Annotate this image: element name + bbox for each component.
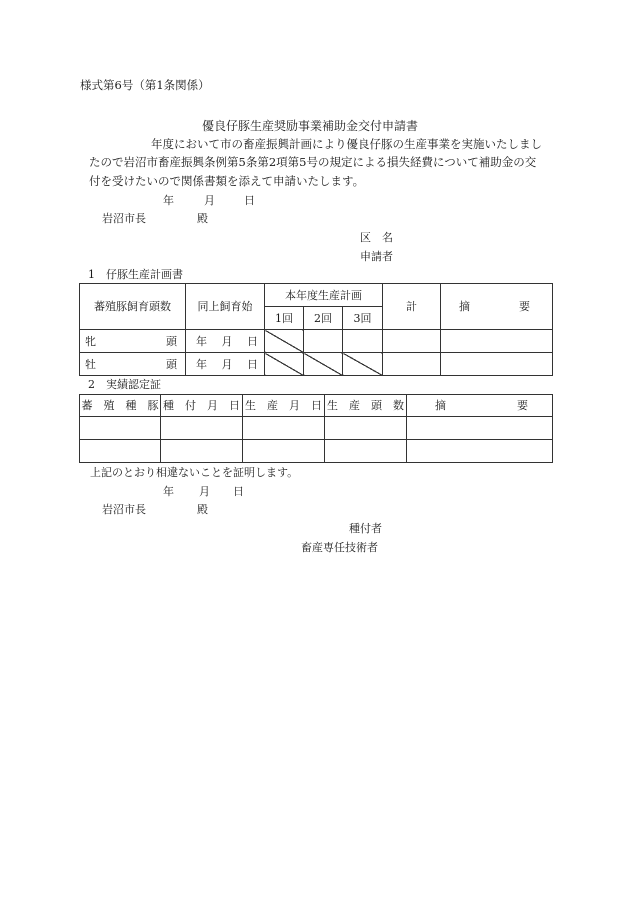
empty-cell xyxy=(383,353,441,376)
header-mating-date: 種 付 月 日 xyxy=(161,395,243,417)
body-line-3: 付を受けたいので関係書類を添えて申請いたします。 xyxy=(89,174,365,188)
female-count-cell xyxy=(80,330,186,353)
addressee-honorific: 殿 xyxy=(197,212,208,225)
section-2-heading: 2 実績認定証 xyxy=(88,378,161,391)
header-remarks xyxy=(441,284,553,330)
month-char: 月 xyxy=(221,334,233,348)
empty-cell xyxy=(80,440,161,463)
body-line-1: 年度において市の畜産振興計画により優良仔豚の生産事業を実施いたしまし xyxy=(151,137,542,151)
mating-person-label: 種付者 xyxy=(349,522,382,535)
head-unit: 頭 xyxy=(166,334,177,348)
remarks-char-2: 要 xyxy=(519,300,530,313)
header-birth-date: 生 産 月 日 xyxy=(243,395,325,417)
date-month: 月 xyxy=(204,194,215,207)
header-round-3: 3回 xyxy=(343,307,383,330)
addressee-mayor: 岩沼市長 xyxy=(102,212,146,225)
empty-cell xyxy=(441,330,553,353)
female-label: 牝 xyxy=(85,334,96,348)
date-month: 月 xyxy=(199,485,210,498)
year-char: 年 xyxy=(196,334,207,348)
header-round-1: 1回 xyxy=(265,307,304,330)
performance-certificate-table xyxy=(79,394,553,463)
male-start-cell xyxy=(186,353,265,376)
table-row xyxy=(80,330,553,353)
header-remarks xyxy=(407,395,553,417)
empty-cell xyxy=(161,417,243,440)
remarks-char-1: 摘 xyxy=(435,399,446,412)
header-round-2: 2回 xyxy=(304,307,343,330)
body-line-2: たので岩沼市畜産振興条例第5条第2項第5号の規定による損失経費について補助金の交 xyxy=(89,155,537,169)
empty-cell xyxy=(325,417,407,440)
diagonal-cell xyxy=(265,330,304,353)
date-day: 日 xyxy=(233,485,244,498)
day-char: 日 xyxy=(247,334,258,348)
day-char: 日 xyxy=(247,357,258,371)
table-row xyxy=(80,440,553,463)
date-day: 日 xyxy=(244,194,255,207)
header-breeding-pig: 蕃 殖 種 豚 xyxy=(80,395,161,417)
empty-cell xyxy=(343,330,383,353)
empty-cell xyxy=(243,440,325,463)
empty-cell xyxy=(80,417,161,440)
remarks-char-1: 摘 xyxy=(459,300,470,313)
header-breeding-count: 蕃殖豚飼育頭数 xyxy=(80,284,186,330)
certify-text: 上記のとおり相違ないことを証明します。 xyxy=(90,466,299,479)
head-unit: 頭 xyxy=(166,357,177,371)
section-1-heading: 1 仔豚生産計画書 xyxy=(88,268,183,281)
document-title: 優良仔豚生産奨励事業補助金交付申請書 xyxy=(202,119,419,133)
empty-cell xyxy=(383,330,441,353)
header-start: 同上飼育始 xyxy=(186,284,265,330)
production-plan-table xyxy=(79,283,553,376)
male-count-cell xyxy=(80,353,186,376)
remarks-char-2: 要 xyxy=(517,399,528,412)
date-year: 年 xyxy=(163,194,174,207)
addressee-mayor: 岩沼市長 xyxy=(102,503,146,516)
table-row xyxy=(80,353,553,376)
year-char: 年 xyxy=(196,357,207,371)
diagonal-cell xyxy=(265,353,304,376)
date-year: 年 xyxy=(163,485,174,498)
applicant-label: 申請者 xyxy=(360,250,393,263)
female-start-cell xyxy=(186,330,265,353)
empty-cell xyxy=(407,440,553,463)
header-total: 計 xyxy=(383,284,441,330)
diagonal-cell xyxy=(304,353,343,376)
empty-cell xyxy=(407,417,553,440)
month-char: 月 xyxy=(221,357,233,371)
addressee-honorific: 殿 xyxy=(197,503,208,516)
empty-cell xyxy=(325,440,407,463)
livestock-technician-label: 畜産専任技術者 xyxy=(301,541,378,554)
empty-cell xyxy=(243,417,325,440)
empty-cell xyxy=(441,353,553,376)
diagonal-cell xyxy=(343,353,383,376)
table-row xyxy=(80,417,553,440)
district-label: 区 名 xyxy=(360,231,393,244)
male-label: 牡 xyxy=(85,357,96,371)
empty-cell xyxy=(304,330,343,353)
header-birth-count: 生 産 頭 数 xyxy=(325,395,407,417)
form-number-label: 様式第6号（第1条関係） xyxy=(80,78,210,92)
header-plan: 本年度生産計画 xyxy=(265,284,383,307)
empty-cell xyxy=(161,440,243,463)
